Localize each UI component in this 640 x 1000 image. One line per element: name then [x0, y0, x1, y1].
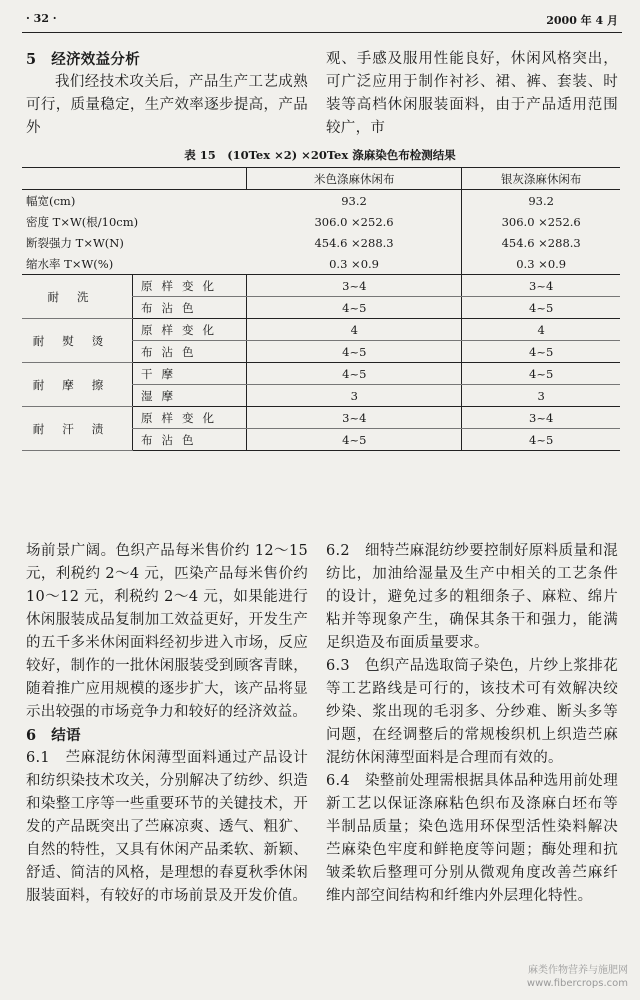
- value-silver: 3~4: [462, 407, 620, 429]
- table-row: [22, 275, 620, 297]
- table-row: [22, 190, 620, 212]
- value-silver: 454.6 ×288.3: [462, 232, 620, 253]
- issue-date: 2000 年 4 月: [546, 14, 618, 27]
- fastness-item: 干摩: [132, 363, 246, 385]
- page-number: · 32 ·: [26, 12, 57, 25]
- conclusion-6-4: 6.4 染整前处理需根据具体品种选用前处理新工艺以保证涤麻粘色织布及涤麻白坯布等半制品质量；染色选用环保型活性染料解决苎麻染色牢度和鲜艳度等问题；酶处理和抗皱柔软后整理可分别从微观角度改善苎麻纤维内部空间结构和纤维内外层理化特性。: [326, 773, 618, 904]
- fastness-group-label: 耐摩擦: [22, 363, 132, 407]
- table-title: 表 15 (10Tex ×2) ×20Tex 涤麻染色布检测结果: [184, 148, 456, 162]
- fastness-item: 湿摩: [132, 385, 246, 407]
- fastness-group-label: 耐洗: [22, 275, 132, 319]
- header-blank: [22, 168, 247, 190]
- conclusion-6-1: 6.1 苎麻混纺休闲薄型面料通过产品设计和纺织染技术攻关，分别解决了纺纱、织造和染整工序等一些重要环节的关键技术，开发的产品既突出了苎麻凉爽、透气、粗犷、自然的特性，又具有休闲产品柔软、新颖、舒适、简洁的风格，是理想的春夏秋季休闲服装面料，有较好的市场前景及开发价值。: [26, 750, 308, 904]
- section5-right-column: [326, 48, 618, 140]
- table-row: [22, 232, 620, 253]
- section6-heading: 6 结语: [26, 727, 81, 744]
- value-beige: 306.0 ×252.6: [314, 214, 394, 229]
- fastness-item: 布沾色: [132, 297, 246, 319]
- value-beige: 4~5: [247, 297, 462, 319]
- section5-text-right: 观、手感及服用性能良好，休闲风格突出，可广泛应用于制作衬衫、裙、裤、套装、时装等高档休闲服装面料，由于产品适用范围较广，市: [326, 51, 618, 136]
- watermark-line-2: www.fibercrops.com: [526, 978, 628, 989]
- table-row: [22, 253, 620, 275]
- section5-continued: 场前景广阔。色织产品每米售价约 12～15 元，利税约 2～4 元，匹染产品每米售价约 10～12 元，利税约 2～4 元，如果能进行休闲服装成品复制加工效益更好，开发生产的五千多米休闲面料经初步进入市场，反应较好，制作的一批休闲服装受到顾客青睐，随着推广应用规模的逐步扩大，该产品将显示出较强的市场竞争力和较好的经济效益。: [26, 543, 308, 720]
- row-label: 缩水率 T×W(%): [22, 253, 247, 275]
- row-label: 断裂强力 T×W(N): [26, 235, 124, 250]
- table-row: [22, 407, 620, 429]
- fastness-item: 原样变化: [132, 407, 246, 429]
- value-silver: 4~5: [462, 341, 620, 363]
- value-beige: 93.2: [341, 193, 367, 208]
- column-header-silver: 银灰涤麻休闲布: [462, 168, 620, 190]
- value-silver: 0.3 ×0.9: [462, 253, 620, 275]
- column-header-beige: 米色涤麻休闲布: [247, 168, 462, 190]
- value-silver: 93.2: [462, 190, 620, 212]
- section5-left-column: [26, 48, 308, 140]
- section5-heading: 5 经济效益分析: [26, 51, 140, 68]
- value-silver: 3~4: [462, 275, 620, 297]
- value-beige: 4: [247, 319, 462, 341]
- value-beige: 3: [247, 385, 462, 407]
- value-beige: 4~5: [247, 363, 462, 385]
- page-header: [26, 12, 618, 30]
- table-row: [22, 363, 620, 385]
- fastness-item: 布沾色: [132, 341, 246, 363]
- table-row: [22, 319, 620, 341]
- fastness-item: 布沾色: [132, 429, 246, 451]
- value-beige: 4~5: [247, 341, 462, 363]
- fastness-group-label: 耐熨烫: [22, 319, 132, 363]
- value-beige: 4~5: [247, 429, 462, 451]
- value-silver: 4~5: [462, 363, 620, 385]
- value-beige: 0.3 ×0.9: [247, 253, 462, 275]
- row-label: 幅宽(cm): [26, 193, 76, 208]
- fastness-item: 原样变化: [132, 319, 246, 341]
- header-rule: [22, 32, 622, 33]
- bottom-right-column: [326, 540, 618, 908]
- row-label: 密度 T×W(根/10cm): [26, 214, 139, 229]
- value-silver: 4: [462, 319, 620, 341]
- value-silver: 4~5: [462, 429, 620, 451]
- conclusion-6-3: 6.3 色织产品选取筒子染色，片纱上浆排花等工艺路线是可行的，该技术可有效解决绞纱染、浆出现的毛羽多、分纱难、断头多等问题，在经调整后的常规梭织机上织造苎麻混纺休闲薄型面料是合理而有效的。: [326, 658, 618, 766]
- section5-text-left: 我们经技术攻关后，产品生产工艺成熟可行，质量稳定，生产效率逐步提高，产品外: [26, 74, 308, 136]
- results-table: [22, 167, 620, 451]
- fastness-item: 原样变化: [132, 275, 246, 297]
- value-silver: 3: [462, 385, 620, 407]
- fastness-group-label: 耐汗渍: [22, 407, 132, 451]
- value-silver: 4~5: [462, 297, 620, 319]
- table-header-row: [22, 168, 620, 190]
- table-row: [22, 211, 620, 232]
- value-beige: 454.6 ×288.3: [314, 235, 394, 250]
- conclusion-6-2: 6.2 细特苎麻混纺纱要控制好原料质量和混纺比，加油给湿量及生产中相关的工艺条件的设计，避免过多的粗细条子、麻粒、绵片粘并等现象产生，确保其条干和强力，能满足织造及布面质量要求。: [326, 543, 618, 651]
- watermark-line-1: 麻类作物营养与施肥网: [528, 965, 628, 976]
- bottom-left-column: [26, 540, 308, 908]
- value-beige: 3~4: [247, 407, 462, 429]
- site-watermark: [527, 964, 628, 990]
- value-silver: 306.0 ×252.6: [462, 211, 620, 232]
- value-beige: 3~4: [247, 275, 462, 297]
